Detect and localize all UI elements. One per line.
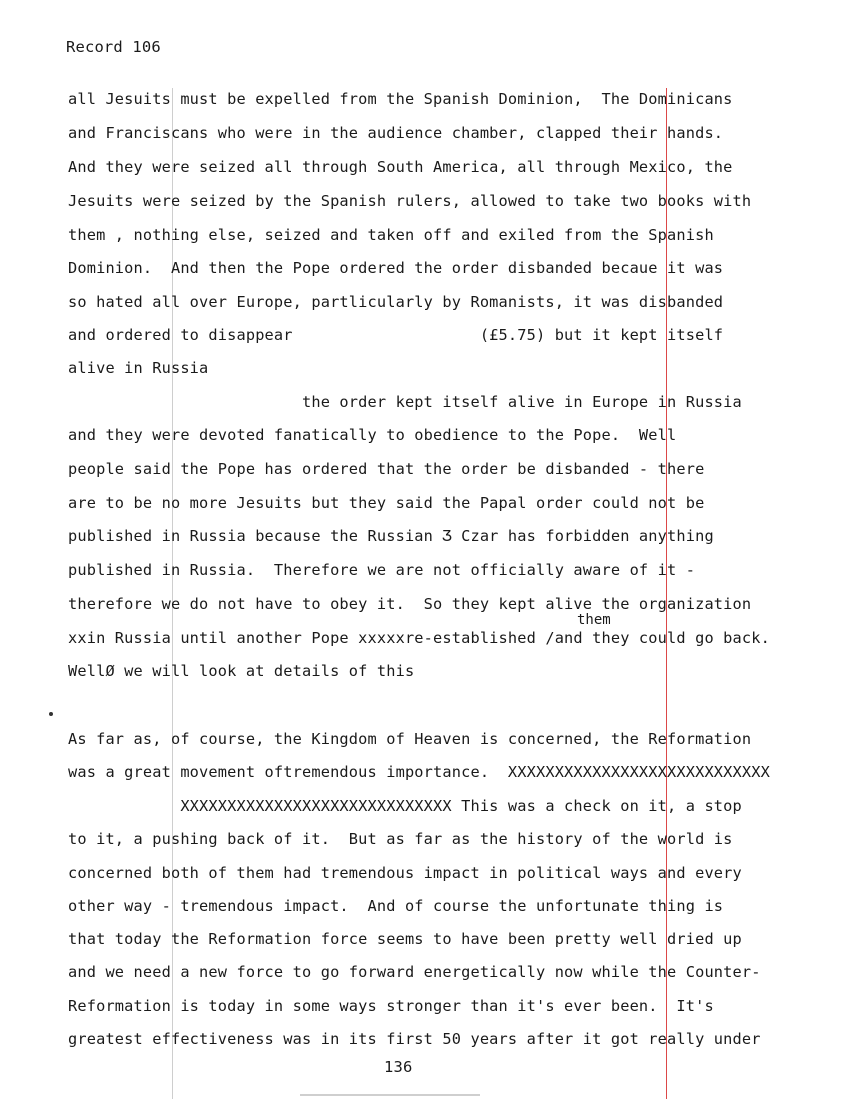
text-line: XXXXXXXXXXXXXXXXXXXXXXXXXXXXX This was a check on it, a stop — [68, 797, 742, 815]
text-line: them , nothing else, seized and taken off and exiled from the Spanish — [68, 226, 714, 244]
text-line: therefore we do not have to obey it. So they kept alive the organization — [68, 595, 752, 613]
text-line: And they were seized all through South America, all through Mexico, the — [68, 158, 733, 176]
handwritten-insertion: them — [577, 612, 611, 628]
text-line: and Franciscans who were in the audience chamber, clapped their hands. — [68, 124, 724, 142]
text-line: was a great movement oftremendous importance. XXXXXXXXXXXXXXXXXXXXXXXXXXXX — [68, 763, 770, 781]
text-line: greatest effectiveness was in its first 50 years after it got really under — [68, 1030, 761, 1048]
margin-dot — [49, 712, 53, 716]
text-line: As far as, of course, the Kingdom of Heaven is concerned, the Reformation — [68, 730, 752, 748]
text-line: published in Russia because the Russian Ʒ Czar has forbidden anything — [68, 527, 714, 545]
scan-smudge — [300, 1094, 480, 1096]
text-line: Reformation is today in some ways stronger than it's ever been. It's — [68, 997, 714, 1015]
record-label: Record 106 — [66, 38, 161, 56]
text-line: that today the Reformation force seems to have been pretty well dried up — [68, 930, 742, 948]
text-line: and they were devoted fanatically to obedience to the Pope. Well — [68, 426, 677, 444]
text-line: alive in Russia — [68, 359, 209, 377]
text-line: and ordered to disappear (£5.75) but it kept itself — [68, 326, 724, 344]
page-number: 136 — [384, 1058, 413, 1076]
text-line: to it, a pushing back of it. But as far as the history of the world is — [68, 830, 733, 848]
text-line: all Jesuits must be expelled from the Spanish Dominion, The Dominicans — [68, 90, 733, 108]
text-line: are to be no more Jesuits but they said the Papal order could not be — [68, 494, 705, 512]
text-line: Jesuits were seized by the Spanish rulers, allowed to take two books with — [68, 192, 752, 210]
text-line: xxin Russia until another Pope xxxxxre-established /and they could go back. — [68, 629, 770, 647]
text-line: people said the Pope has ordered that the order be disbanded - there — [68, 460, 705, 478]
text-line: Dominion. And then the Pope ordered the order disbanded becaue it was — [68, 259, 724, 277]
text-line: published in Russia. Therefore we are not officially aware of it - — [68, 561, 696, 579]
text-line: so hated all over Europe, partlicularly by Romanists, it was disbanded — [68, 293, 724, 311]
text-line: and we need a new force to go forward energetically now while the Counter- — [68, 963, 761, 981]
text-line: the order kept itself alive in Europe in Russia — [68, 393, 742, 411]
text-line: other way - tremendous impact. And of course the unfortunate thing is — [68, 897, 724, 915]
text-line: concerned both of them had tremendous impact in political ways and every — [68, 864, 742, 882]
text-line: WellØ we will look at details of this — [68, 662, 415, 680]
